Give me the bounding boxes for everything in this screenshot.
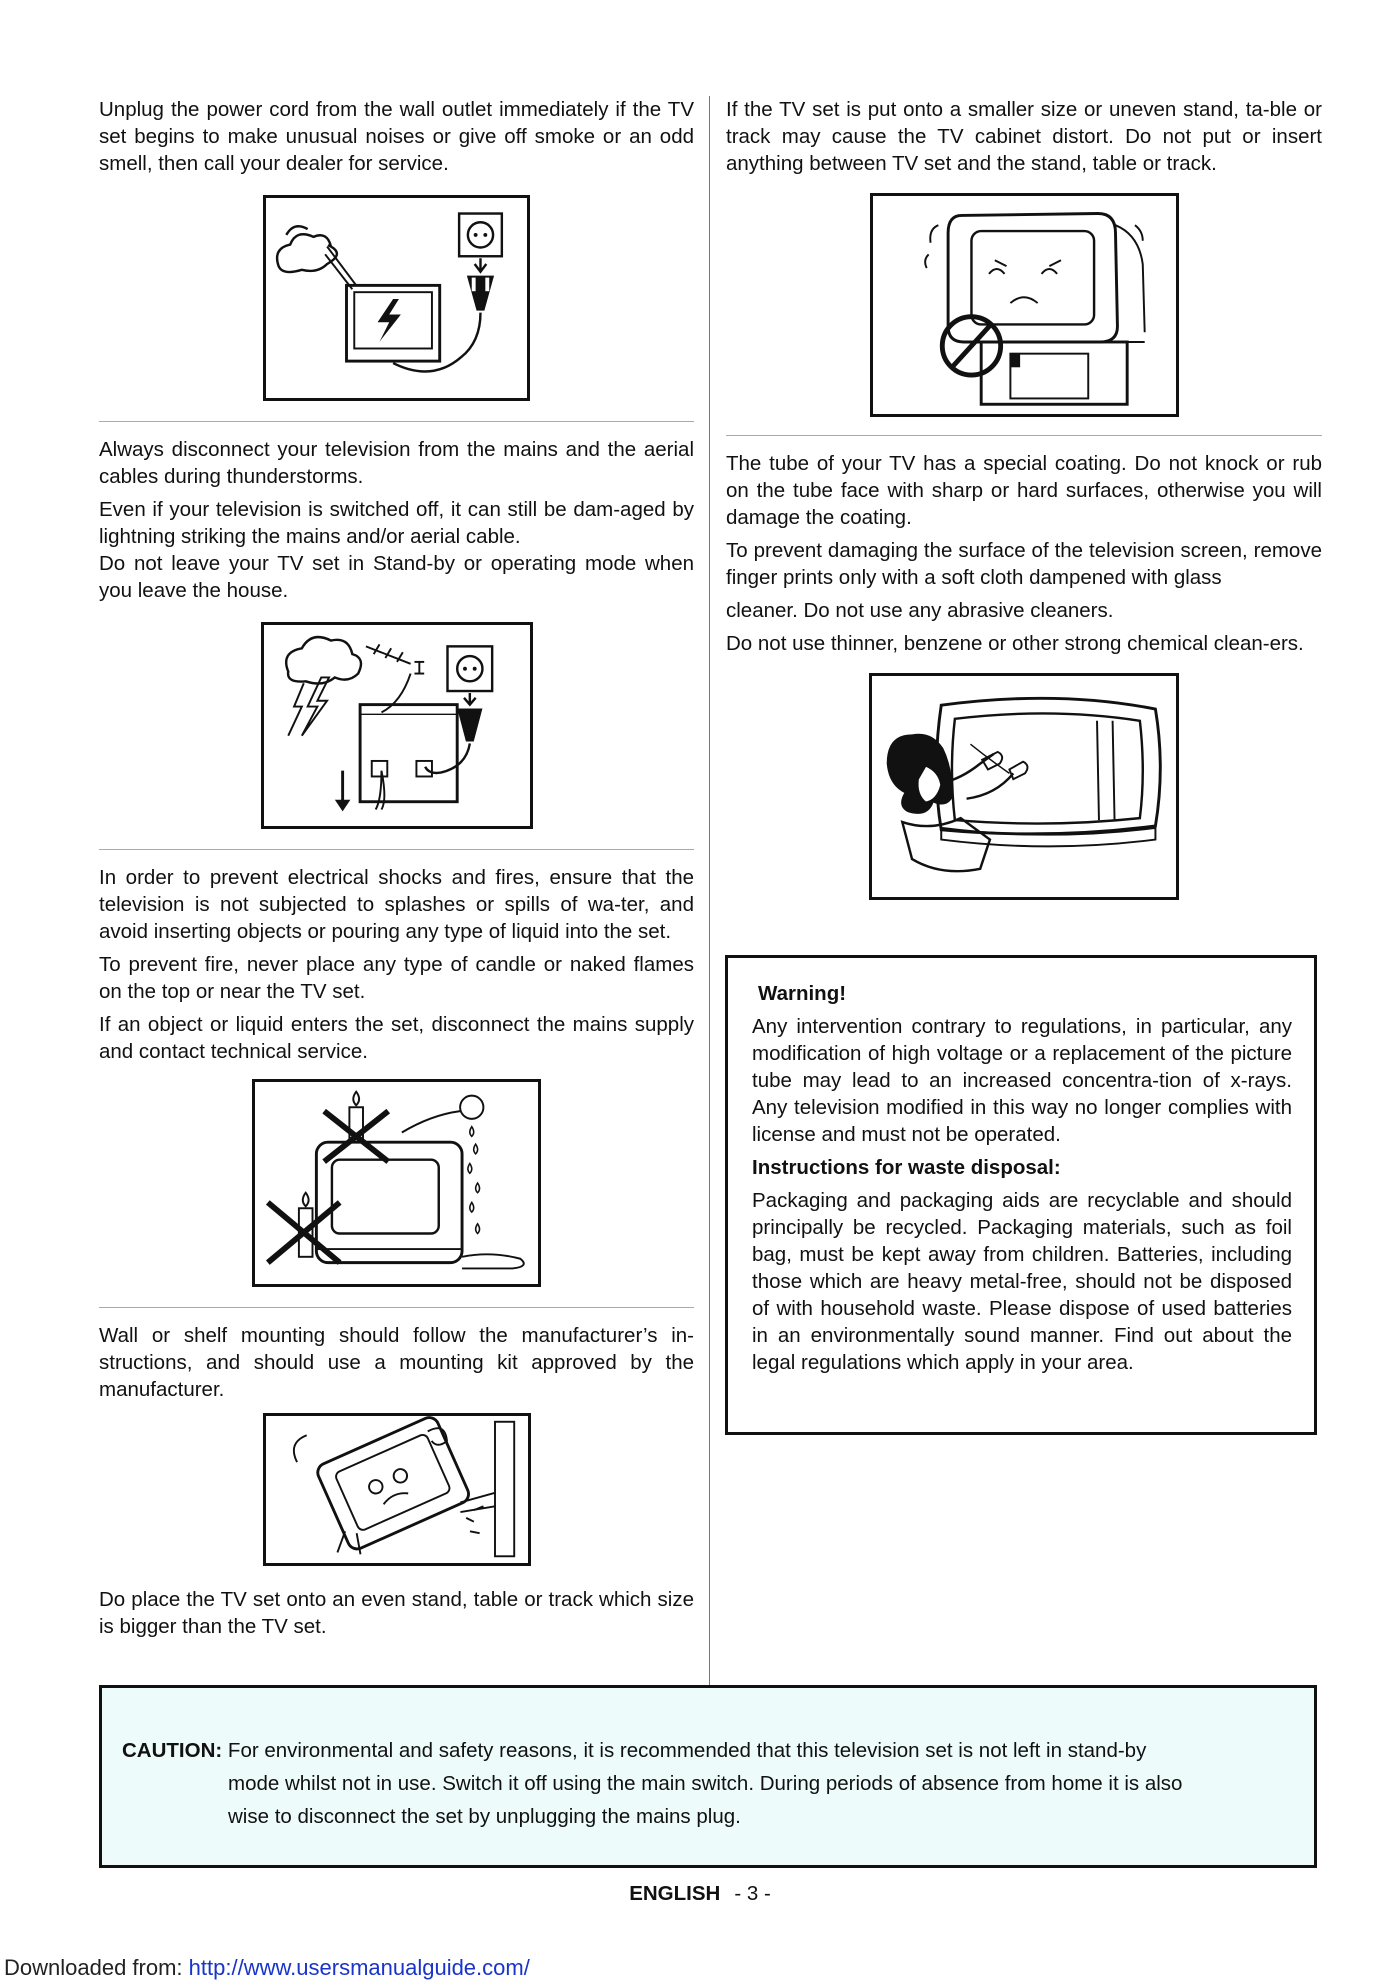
lightning-paragraph: Even if your television is switched off, it can still be dam-aged by lightning striking the mains and/or aerial cable. bbox=[99, 498, 694, 548]
warning-title: Warning! bbox=[758, 982, 847, 1005]
left-column bbox=[99, 96, 694, 1640]
waste-disposal-text: Packaging and packaging aids are recyclable and should principally be recycled. Packaging materials, such as foil bag, must be kept away from children. Batteries, including those which are heavy metal-free, should not be disposed of with household waste. Please dispose of used batteries in an environmentally sound manner. Find out about the legal regulations which apply in your area. bbox=[752, 1189, 1292, 1374]
caution-box bbox=[99, 1685, 1317, 1868]
column-divider bbox=[709, 96, 710, 1688]
caution-label: CAUTION: bbox=[122, 1739, 223, 1762]
no-candles-liquids-illustration bbox=[252, 1079, 541, 1287]
footer-language: ENGLISH bbox=[629, 1882, 721, 1905]
screen-cleaning-illustration bbox=[869, 673, 1179, 900]
waste-disposal-title: Instructions for waste disposal: bbox=[752, 1156, 1061, 1179]
smoke-unplug-illustration bbox=[263, 195, 530, 401]
falling-tv-drawing bbox=[266, 1416, 528, 1563]
warning-box bbox=[725, 955, 1317, 1435]
caution-line-1: For environmental and safety reasons, it is recommended that this television set is not left in stand-by bbox=[227, 1739, 1147, 1762]
unplug-paragraph: Unplug the power cord from the wall outlet immediately if the TV set begins to make unusual noises or give off smoke or an odd smell, then call your dealer for service. bbox=[99, 98, 694, 175]
falling-tv-illustration bbox=[263, 1413, 531, 1566]
uneven-stand-illustration bbox=[870, 193, 1179, 417]
standby-paragraph: Do not leave your TV set in Stand-by or operating mode when you leave the house. bbox=[99, 552, 694, 602]
thunderstorm-paragraph: Always disconnect your television from the mains and the aerial cables during thunderstorms. bbox=[99, 438, 694, 488]
caution-line-2: mode whilst not in use. Switch it off using the main switch. During periods of absence from home it is also bbox=[228, 1772, 1183, 1795]
screen-cleaning-drawing bbox=[872, 676, 1176, 897]
right-column bbox=[726, 96, 1322, 900]
shock-prevention-paragraph: In order to prevent electrical shocks and fires, ensure that the television is not subjected to splashes or spills of wa-ter, and avoid inserting objects or pouring any type of liquid into the set. bbox=[99, 866, 694, 943]
section-rule bbox=[99, 1307, 694, 1308]
thunderstorm-illustration bbox=[261, 622, 533, 829]
uneven-stand-paragraph: If the TV set is put onto a smaller size or uneven stand, ta-ble or track may cause the TV cabinet distort. Do not put or insert anything between TV set and the stand, table or track. bbox=[726, 98, 1322, 175]
caution-line-3: wise to disconnect the set by unplugging the mains plug. bbox=[228, 1805, 741, 1828]
page-footer bbox=[0, 1882, 1400, 1906]
download-source bbox=[4, 1955, 530, 1981]
section-rule bbox=[99, 421, 694, 422]
section-rule bbox=[726, 435, 1322, 436]
smoke-unplug-drawing bbox=[266, 198, 527, 398]
download-label: Downloaded from: bbox=[4, 1955, 183, 1980]
uneven-stand-drawing bbox=[873, 196, 1176, 414]
even-stand-paragraph: Do place the TV set onto an even stand, table or track which size is bigger than the TV set. bbox=[99, 1588, 694, 1638]
liquid-paragraph: If an object or liquid enters the set, disconnect the mains supply and contact technical service. bbox=[99, 1013, 694, 1063]
wall-mounting-paragraph: Wall or shelf mounting should follow the manufacturer’s in-structions, and should use a mounting kit approved by the manufacturer. bbox=[99, 1324, 694, 1401]
download-link[interactable]: http://www.usersmanualguide.com/ bbox=[188, 1955, 530, 1980]
candle-paragraph: To prevent fire, never place any type of candle or naked flames on the top or near the TV set. bbox=[99, 953, 694, 1003]
tube-coating-paragraph: The tube of your TV has a special coating. Do not knock or rub on the tube face with sharp or hard surfaces, otherwise you will damage the coating. bbox=[726, 452, 1322, 529]
chemical-cleaners-paragraph: Do not use thinner, benzene or other strong chemical clean-ers. bbox=[726, 632, 1304, 655]
thunderstorm-drawing bbox=[264, 625, 530, 826]
no-candles-liquids-drawing bbox=[255, 1082, 538, 1284]
abrasive-cleaners-paragraph: cleaner. Do not use any abrasive cleaners. bbox=[726, 599, 1114, 622]
clean-screen-paragraph: To prevent damaging the surface of the television screen, remove finger prints only with a soft cloth dampened with glass bbox=[726, 539, 1322, 589]
warning-text: Any intervention contrary to regulations, in particular, any modification of high voltage or a replacement of the picture tube may lead to an increased concentra-tion of x-rays. Any television modified in this way no longer complies with license and must not be operated. bbox=[752, 1015, 1292, 1146]
section-rule bbox=[99, 849, 694, 850]
page-number: - 3 - bbox=[734, 1882, 771, 1905]
